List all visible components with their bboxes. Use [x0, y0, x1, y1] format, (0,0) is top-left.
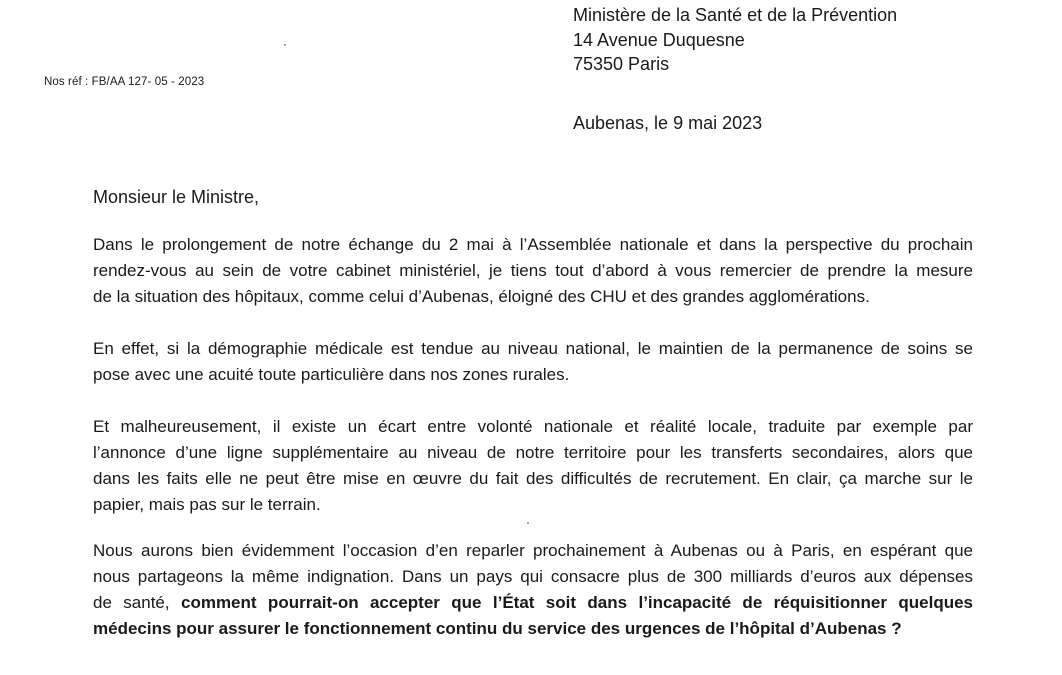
salutation: Monsieur le Ministre,: [93, 187, 260, 207]
paragraph-line: l’annonce d’une ligne supplémentaire au niveau de notre territoire pour les transferts secondaires, alors que: [93, 443, 973, 462]
paragraph-line: papier, mais pas sur le terrain.: [93, 495, 321, 514]
paragraph-line: Nous aurons bien évidemment l’occasion d’en reparler prochainement à Aubenas ou à Paris, en espérant que: [93, 541, 973, 560]
emphasis-text: médecins pour assurer le fonctionnement continu du service des urgences de l’hôpital d’Aubenas ?: [93, 619, 902, 638]
paragraph-line: Dans le prolongement de notre échange du 2 mai à l’Assemblée nationale et dans la perspective du prochain: [93, 235, 973, 254]
paragraph-text: de santé,: [93, 593, 181, 612]
paragraph-line: dans les faits elle ne peut être mise en œuvre du fait des difficultés de recrutement. En clair, ça marche sur le: [93, 469, 973, 488]
paragraph-line: nous partageons la même indignation. Dans un pays qui consacre plus de 300 milliards d’euros aux dépenses: [93, 567, 973, 586]
paragraph-1: [93, 232, 973, 310]
emphasis-text: comment pourrait-on accepter que l’État soit dans l’incapacité de réquisitionner quelques: [180, 593, 974, 612]
paragraph-line: Et malheureusement, il existe un écart entre volonté nationale et réalité locale, traduite par exemple par: [93, 417, 973, 436]
paragraph-3: [93, 414, 973, 518]
recipient-line-2: 14 Avenue Duquesne: [573, 30, 745, 50]
paragraph-line-mixed: [93, 590, 973, 616]
reference: Nos réf : FB/AA 127- 05 - 2023: [44, 76, 205, 88]
scan-speck: [527, 522, 529, 524]
paragraph-4: [93, 538, 973, 642]
paragraph-line: pose avec une acuité toute particulière dans nos zones rurales.: [93, 365, 570, 384]
paragraph-line: [93, 616, 973, 642]
paragraph-line: de la situation des hôpitaux, comme celui d’Aubenas, éloigné des CHU et des grandes agglomérations.: [93, 287, 870, 306]
paragraph-line: rendez-vous au sein de votre cabinet ministériel, je tiens tout d’abord à vous remercier de prendre la mesure: [93, 261, 973, 280]
recipient-line-3: 75350 Paris: [573, 54, 670, 74]
recipient-line-1: Ministère de la Santé et de la Prévention: [573, 5, 898, 25]
letter-date: Aubenas, le 9 mai 2023: [573, 113, 763, 133]
paragraph-2: [93, 336, 973, 388]
paragraph-line: En effet, si la démographie médicale est tendue au niveau national, le maintien de la permanence de soins se: [93, 339, 973, 358]
scan-speck: [284, 44, 286, 46]
